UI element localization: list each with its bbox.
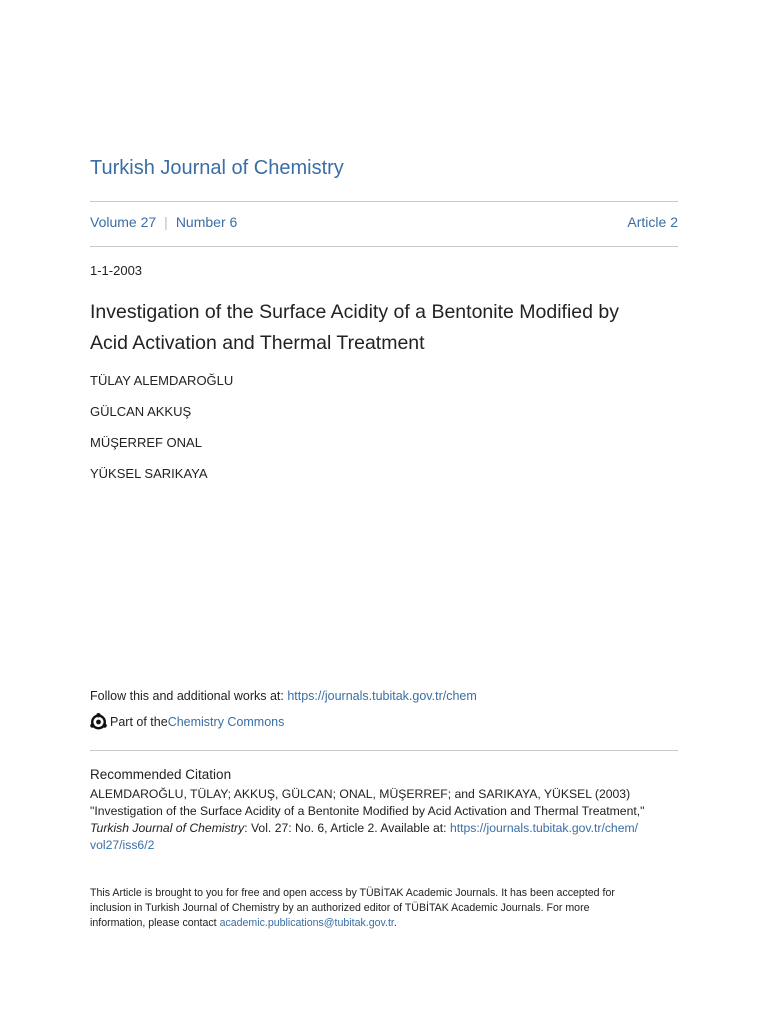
access-suffix: . [393, 917, 397, 929]
article-link[interactable]: Article 2 [627, 214, 678, 230]
network-icon [90, 713, 107, 730]
access-line: This Article is brought to you for free and open access by TÜBİTAK Academic Journals. It has been accepted for [90, 887, 615, 899]
divider [90, 246, 678, 247]
number-link[interactable]: Number 6 [175, 214, 238, 230]
author-name: TÜLAY ALEMDAROĞLU [90, 373, 234, 388]
citation-heading: Recommended Citation [90, 767, 232, 782]
follow-prefix: Follow this and additional works at: [90, 689, 288, 703]
repository-link[interactable]: https://journals.tubitak.gov.tr/chem [287, 689, 477, 703]
follow-line [90, 689, 477, 703]
author-name: MÜŞERREF ONAL [90, 435, 202, 450]
part-of-line [90, 713, 284, 730]
article-title-line: Acid Activation and Thermal Treatment [90, 332, 425, 354]
access-line [90, 916, 680, 931]
publication-date: 1-1-2003 [90, 263, 143, 278]
article-title [90, 297, 680, 359]
access-contact-prefix: information, please contact [90, 917, 220, 929]
citation-line: ALEMDAROĞLU, TÜLAY; AKKUŞ, GÜLCAN; ONAL, MÜŞERREF; and SARIKAYA, YÜKSEL (2003) [90, 787, 631, 801]
author-name: GÜLCAN AKKUŞ [90, 404, 192, 419]
volume-link[interactable]: Volume 27 [90, 214, 157, 230]
chemistry-commons-link[interactable]: Chemistry Commons [167, 714, 285, 729]
citation-link[interactable]: https://journals.tubitak.gov.tr/chem/ [449, 821, 639, 835]
citation-link-continued[interactable]: vol27/iss6/2 [90, 838, 155, 852]
access-line: inclusion in Turkish Journal of Chemistry by an authorized editor of TÜBİTAK Academic Journals. For more [90, 902, 590, 914]
contact-email-link[interactable]: academic.publications@tubitak.gov.tr [219, 917, 394, 929]
author-name: YÜKSEL SARIKAYA [90, 466, 208, 481]
access-statement [90, 886, 680, 931]
divider [90, 750, 678, 751]
citation-line [90, 837, 680, 854]
citation-details: : Vol. 27: No. 6, Article 2. Available at: [244, 821, 450, 835]
citation-line: "Investigation of the Surface Acidity of a Bentonite Modified by Acid Activation and Thermal Treatment," [90, 804, 645, 818]
issue-info-row [90, 214, 678, 230]
citation-journal: Turkish Journal of Chemistry [90, 821, 245, 835]
part-of-prefix: Part of the [110, 714, 168, 729]
issue-separator: | [164, 214, 168, 230]
citation-line [90, 820, 680, 837]
article-title-line: Investigation of the Surface Acidity of a Bentonite Modified by [90, 301, 619, 323]
divider [90, 201, 678, 202]
journal-title-link[interactable]: Turkish Journal of Chemistry [90, 157, 344, 179]
citation-body [90, 786, 680, 854]
author-list [90, 372, 233, 496]
